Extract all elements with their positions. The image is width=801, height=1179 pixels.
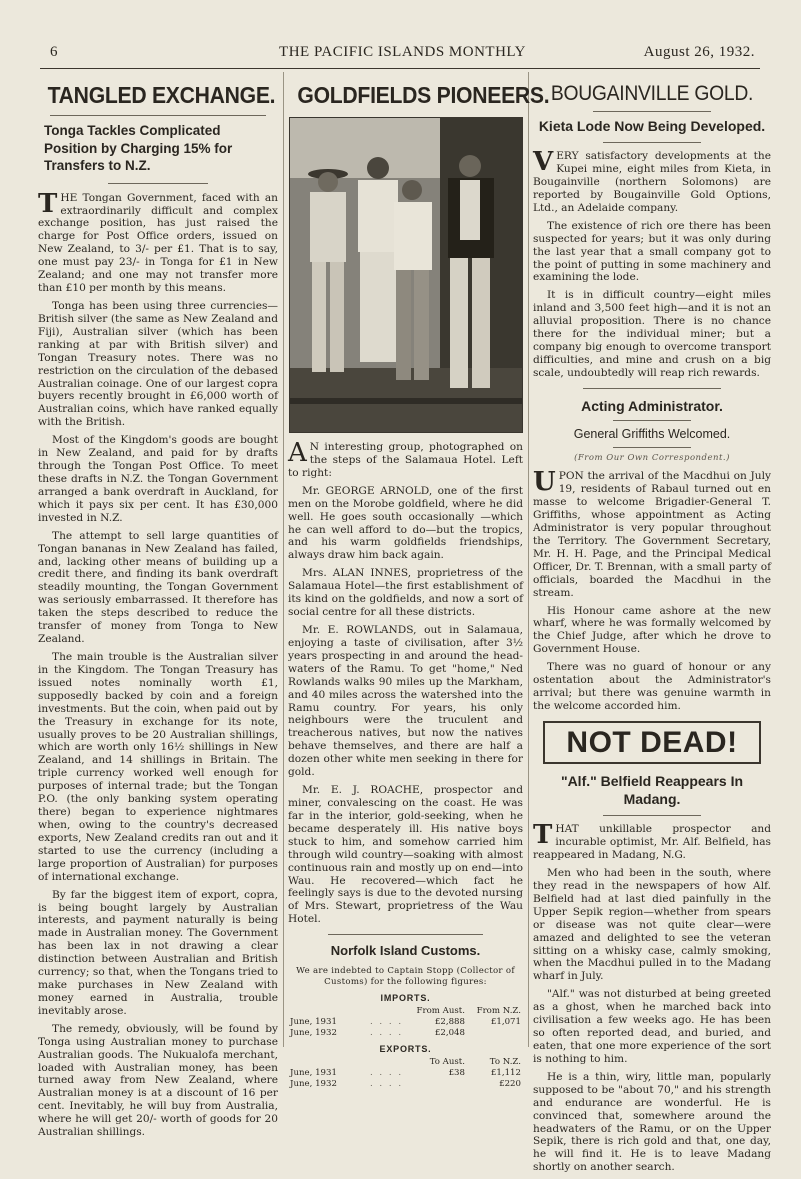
divider bbox=[583, 388, 721, 389]
paragraph: The main trouble is the Australian silver in the Kingdom. The Tongan Treasury has issued notes nominally worth £1, supposedly backed by coin and a foreign investments. But the coin, when paid out by the Treasury in exchange for its note, usually proves to be 20 Australian shillings, which are worth only 16½ shillings in New Zealand, and 14 shillings in Britain. The triple currency worked well enough for purposes of internal trade; but the Tongan P.O. (the only banking system operating there) began to experience nightmares when, owing to the country's decreased exports, New Zealand credits ran out and it started to use the currency (including a large proportion of Australian) for purposes of international exchange. bbox=[38, 650, 278, 883]
cell: £1,071 bbox=[490, 1016, 521, 1027]
divider bbox=[613, 420, 691, 421]
headline: BOUGAINVILLE GOLD. bbox=[550, 82, 754, 105]
cell bbox=[411, 1079, 467, 1090]
paragraph: There was no guard of honour or any ostentation about the Administrator's arrival; but there was genuine warmth in the welcome accorded him. bbox=[533, 661, 771, 712]
paragraph: He is a thin, wiry, little man, popularly supposed to be "about 70," and his strength and endurance are wonderful. He is convinced that, somewhere around the headwaters of the Ramu, or on the Upper Sepik, there is rich gold and that, one day, he will find it. He is to leave Madang shortly on another search. bbox=[533, 1070, 771, 1174]
table-row: June, 1932 . . . . £2,048 bbox=[288, 1028, 523, 1039]
divider bbox=[613, 447, 691, 448]
group-photograph bbox=[289, 117, 523, 433]
paragraph: The existence of rich ore there has been suspected for years; but it was only during the last year that a small company got to the point of putting in some machinery and examining the lode. bbox=[533, 219, 771, 284]
column-divider bbox=[528, 72, 529, 1047]
right-column bbox=[533, 72, 771, 1179]
paragraph: Mrs. ALAN INNES, proprietress of the Salamaua Hotel—the first establishment of its kind on the goldfields, and now a sort of social centre for all these districts. bbox=[288, 567, 523, 619]
paragraph: By far the biggest item of export, copra, is being bought largely by Australian interests, and payment naturally is being made in Australian money. The Government has been lax in not drawing a clear distinction between Australian and British currency; so that, when the Tongans tried to make purchases in New Zealand with money earned in Australia, trouble inevitably arose. bbox=[38, 888, 278, 1017]
table-row: June, 1931 . . . . £38 £1,112 bbox=[290, 1067, 521, 1078]
article-tangled-exchange bbox=[38, 72, 278, 1144]
divider bbox=[108, 183, 208, 184]
paragraph: THE Tongan Government, faced with an extraordinarily difficult and complex exchange position, has just raised the charge for Post Office orders, issued on New Zealand, to 3/- per £1. That is to say, one must pay 23/- in Tonga for £1 in New Zealand; and one may not transfer more than £10 per month by this means. bbox=[38, 188, 278, 295]
photo-caption bbox=[288, 438, 523, 926]
cell: £2,048 bbox=[434, 1027, 465, 1038]
byline: (From Our Own Correspondent.) bbox=[574, 453, 730, 464]
headline: Norfolk Island Customs. bbox=[330, 943, 481, 959]
paragraph: The attempt to sell large quantities of Tongan bananas in New Zealand has failed, and, lacking other means of building up a credit there, and finding its bank overdraft steadily mounting, the Tongan Government was seriously embarrassed. It therefore has taken the steps described to reduce the transfer of money from Tonga to New Zealand. bbox=[38, 529, 278, 646]
paragraph: UPON the arrival of the Macdhui on July 19, residents of Rabaul turned out en masse to welcome Brigadier-General T. Griffiths, whose appointment as Acting Administrator is very popular throughout the Territory. The Government Secretary, Mr. H. H. Page, and the Principal Medical Officer, Dr. T. Brennan, with a small party of officials, boarded the Macdhui in the stream. bbox=[533, 467, 771, 599]
paragraph: Mr. E. ROWLANDS, out in Salamaua, enjoying a taste of civilisation, after 3½ years prospecting in and around the head-waters of the Ramu. To get "home," Ned Rowlands walks 90 miles up the Markham, and 40 miles across the watershed into the Ramu country. For years, his only neighbours were the truculent and treacherous natives, but now the natives behave themselves, and there are half a dozen other white men seeking in there for gold. bbox=[288, 623, 523, 779]
row-label: June, 1931 bbox=[290, 1016, 337, 1027]
row-label: June, 1932 bbox=[290, 1078, 337, 1089]
exports-table bbox=[288, 1057, 523, 1089]
divider bbox=[603, 815, 701, 816]
row-label: June, 1932 bbox=[290, 1027, 337, 1038]
divider bbox=[328, 934, 483, 935]
imports-heading: IMPORTS. bbox=[380, 993, 431, 1004]
paragraph: The remedy, obviously, will be found by Tonga using Australian money to purchase Australian goods. The Nukualofa merchant, loaded with Australian money, has been turned away from New Zealand, where Australian money is at a discount of 16 per cent. Inevitably, he will buy from Australia, where he will get 20/- worth of goods for 20 Australian shillings. bbox=[38, 1022, 278, 1139]
paragraph: Mr. E. J. ROACHE, prospector and miner, convalescing on the coast. He was far in the interior, gold-seeking, when he became desperately ill. His native boys stuck to him, and somehow carried him through wild country—soaking with almost continuous rain and mostly up on end—into Wau. He recovered—which fact he feelingly says is due to the devoted nursing of Mrs. Stewart, proprietress of the Wau Hotel. bbox=[288, 784, 523, 926]
header-rule bbox=[40, 68, 760, 69]
publication-title: THE PACIFIC ISLANDS MONTHLY bbox=[279, 44, 526, 60]
caption-intro: AN interesting group, photographed on the steps of the Salamaua Hotel. Left to right: bbox=[288, 438, 523, 479]
subheadline: General Griffiths Welcomed. bbox=[573, 427, 731, 442]
cell: £2,888 bbox=[434, 1016, 465, 1027]
table-row: June, 1932 . . . . £220 bbox=[290, 1078, 521, 1089]
table-header-row bbox=[288, 1006, 523, 1017]
subheadline: Tonga Tackles Complicated Position by Charging 15% for Transfers to N.Z. bbox=[44, 123, 233, 174]
paragraph: Most of the Kingdom's goods are bought in New Zealand, and paid for by drafts through the Tongan Post Office. To meet these drafts in N.Z. the Tongan Government arranged a bank overdraft in Auckland, for which it pays six per cent. It has £30,000 invested in N.Z. bbox=[38, 434, 278, 524]
column-header: From Aust. bbox=[416, 1006, 465, 1017]
paragraph: Mr. GEORGE ARNOLD, one of the first men on the Morobe goldfield, where he did well. He goes south occasionally —which he can well afford to do—but the tropics, and his warm goldfields friendships, always draw him back again. bbox=[288, 484, 523, 562]
column-header: To Aust. bbox=[429, 1057, 465, 1068]
article-bougainville-gold bbox=[533, 82, 771, 380]
paragraph: His Honour came ashore at the new wharf, where he was formally welcomed by the Chief Judge, after which he drove to Government House. bbox=[533, 604, 771, 656]
row-label: June, 1931 bbox=[290, 1067, 337, 1078]
paragraph: Tonga has been using three currencies—British silver (the same as New Zealand and Fiji), Australian silver (which has been ranking at par with British silver) and Tongan Treasury notes. There was no restriction on the circulation of the debased Australian coinage. One of our largest copra buyers recently brought in £6,000 worth of Australian coins, which have ranked equally with the British. bbox=[38, 300, 278, 429]
page-number: 6 bbox=[50, 44, 58, 60]
article-norfolk-customs bbox=[288, 943, 523, 1089]
paragraph: THAT unkillable prospector and incurable optimist, Mr. Alf. Belfield, has reappeared in Madang, N.G. bbox=[533, 820, 771, 862]
page-header bbox=[50, 44, 755, 66]
cell bbox=[467, 1028, 523, 1039]
divider bbox=[50, 115, 266, 116]
customs-intro: We are indebted to Captain Stopp (Collector of Customs) for the following figures: bbox=[296, 966, 515, 987]
paragraph: VERY satisfactory developments at the Kupei mine, eight miles from Kieta, in Bougainville (northern Solomons) are reported by Bougainville Gold Options, Ltd., an Adelaide company. bbox=[533, 147, 771, 214]
imports-table bbox=[288, 1006, 523, 1038]
paragraph: Men who had been in the south, where they read in the newspapers of how Alf. Belfield had at last died painfully in the Upper Sepik region—whether from spears or disease was not quite clear—were amazed and delighted to see the veteran sitting on a whisky case, calmly smoking, when the Macdhui pulled in to the Madang wharf in July. bbox=[533, 867, 771, 983]
article-acting-administrator bbox=[533, 397, 771, 713]
headline: NOT DEAD! bbox=[543, 721, 761, 764]
cell: £1,112 bbox=[490, 1067, 521, 1078]
column-header: From N.Z. bbox=[476, 1006, 521, 1017]
subheadline: Kieta Lode Now Being Developed. bbox=[538, 118, 766, 134]
article-goldfields-pioneers bbox=[288, 72, 550, 1089]
headline: GOLDFIELDS PIONEERS. bbox=[297, 82, 550, 108]
paragraph: "Alf." was not disturbed at being greeted as a ghost, when he marched back into civilisation a few weeks ago. He has been so often reported dead, and buried, and eaten, that one more experience of the sort is nothing to him. bbox=[533, 988, 771, 1065]
divider bbox=[603, 142, 701, 143]
paragraph: It is in difficult country—eight miles inland and 3,500 feet high—and it is not an alluvial proposition. There is no chance there for the individual miner; but a company big enough to overcome transport difficulties, and mine and crush on a big scale, undoubtedly will reap rich rewards. bbox=[533, 289, 771, 379]
table-row: June, 1931 . . . . £2,888 £1,071 bbox=[290, 1016, 521, 1027]
subheadline: "Alf." Belfield Reappears In Madang. bbox=[560, 772, 744, 808]
cell: £38 bbox=[448, 1067, 465, 1078]
table-header-row bbox=[288, 1057, 523, 1068]
photo-illustration bbox=[290, 118, 522, 432]
column-header: To N.Z. bbox=[489, 1057, 521, 1068]
issue-date: August 26, 1932. bbox=[643, 44, 755, 60]
exports-heading: EXPORTS. bbox=[379, 1044, 432, 1055]
cell: £220 bbox=[499, 1078, 521, 1089]
headline: TANGLED EXCHANGE. bbox=[47, 82, 276, 108]
column-divider bbox=[283, 72, 284, 1047]
article-not-dead bbox=[533, 721, 771, 1174]
article-body bbox=[38, 188, 278, 1139]
divider bbox=[593, 111, 711, 112]
headline: Acting Administrator. bbox=[581, 397, 723, 414]
